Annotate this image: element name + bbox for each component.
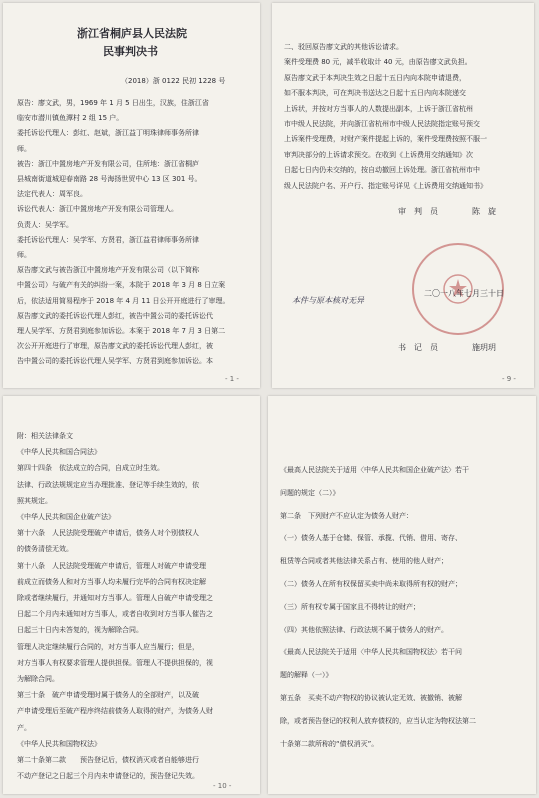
text-line: （一）债务人基于仓储、保管、承揽、代销、借用、寄存、	[280, 534, 462, 543]
text-line: 除，或者预告登记的权利人放弃债权的，应当认定为物权法第二	[280, 716, 476, 725]
text-line: 案件受理费 80 元，减半收取计 40 元，由原告廖文武负担。	[284, 58, 472, 67]
text-line: 的债务清偿无效。	[17, 545, 73, 554]
text-line: 二、驳回原告廖文武的其他诉讼请求。	[284, 43, 403, 51]
handwritten-certification: 本件与原本核对无异	[292, 296, 364, 305]
text-line: 第五条 买卖不动产物权的协议被认定无效、被撤销、被解	[280, 694, 462, 702]
text-line: 原告：廖文武，男，1969 年 1 月 5 日出生，汉族，住浙江省	[17, 99, 209, 107]
text-line: 第十八条 人民法院受理破产申请后，管理人对破产申请受理	[17, 561, 206, 570]
text-line: 临安市潜川镇鱼潭村 2 组 15 户。	[17, 114, 124, 123]
clerk-label: 书 记 员	[398, 343, 438, 352]
text-line: 前成立而债务人和对方当事人均未履行完毕的合同有权决定解	[17, 577, 206, 586]
text-line: 师。	[17, 144, 31, 153]
page-number: - 10 -	[213, 782, 232, 790]
text-line: 十条第二款所称的“债权消灭”。	[280, 739, 379, 748]
text-line: 《中华人民共和国企业破产法》	[17, 513, 115, 521]
text-line: 《最高人民法院关于适用〈中华人民共和国物权法〉若干问	[280, 648, 462, 657]
text-line: 题的解释（一）》	[280, 671, 333, 680]
text-line: 次公开开庭进行了审理，原告廖文武的委托诉讼代理人彭红，被	[17, 342, 213, 351]
text-line: 委托诉讼代理人：彭红、赵斌，浙江益丁明珠律师事务所律	[17, 129, 199, 138]
text-line: 日起七日内仍未交纳的，按自动撤回上诉处理。浙江省杭州市中	[284, 166, 480, 175]
text-line: 照其规定。	[17, 496, 52, 505]
text-line: 产申请受理后至破产程序终结前债务人取得的财产，为债务人财	[17, 707, 213, 716]
court-name: 浙江省桐庐县人民法院	[77, 27, 187, 40]
clerk-name: 施玥玥	[472, 343, 496, 352]
text-line: 县城南街道城迎春南路 28 号海扬世贸中心 13 区 301 号。	[17, 175, 202, 183]
text-line: （四）其他依照法律、行政法规不属于债务人的财产。	[280, 625, 448, 634]
text-line: 对方当事人有权要求管理人提供担保。管理人不提供担保的，视	[17, 658, 213, 667]
text-line: 《中华人民共和国物权法》	[17, 739, 101, 748]
judgment-page-2	[272, 3, 534, 388]
text-line: 日起三十日内未答复的，视为解除合同。	[17, 626, 143, 635]
text-line: 不动产登记之日起三个月内未申请登记的，预告登记失效。	[17, 772, 199, 781]
appendix-page-continued	[268, 396, 536, 794]
text-line: 理人吴学军、方贤君到庭参加诉讼。本案于 2018 年 7 月 3 日第二	[17, 327, 226, 335]
judge-name: 陈 旋	[472, 207, 496, 216]
judge-label: 审 判 员	[398, 207, 438, 216]
text-line: 日起二个月内未通知对方当事人，或者自收到对方当事人催告之	[17, 610, 213, 619]
text-line: 产。	[17, 723, 31, 732]
text-line: 问题的规定（二）》	[280, 488, 340, 497]
page-number: - 1 -	[225, 375, 239, 383]
text-line: 后，依法适用简易程序于 2018 年 4 月 11 日公开开庭进行了审理。	[17, 296, 230, 305]
judgment-date: 二〇一八年七月三十日	[424, 289, 504, 298]
text-line: 法律、行政法规规定应当办理批准、登记等手续生效的，依	[17, 480, 199, 489]
text-line: 委托诉讼代理人：吴学军、方贤君，浙江益君律师事务所律	[17, 235, 199, 244]
text-line: 第二条 下列财产不应认定为债务人财产：	[280, 511, 413, 520]
text-line: 第十六条 人民法院受理破产申请后，债务人对个别债权人	[17, 529, 199, 538]
judgment-page-1	[3, 3, 260, 388]
text-line: 师。	[17, 251, 31, 259]
text-line: 第三十条 破产申请受理时属于债务人的全部财产，以及破	[17, 691, 199, 700]
text-line: 原告廖文武于本判决生效之日起十五日内向本院申请退费，	[284, 73, 466, 82]
appendix-page	[3, 396, 260, 794]
text-line: 审判决部分的上诉请求预交。在收到《上诉费用交纳通知》次	[284, 150, 473, 159]
text-line: 附：相关法律条文	[17, 432, 73, 440]
text-line: 负责人：吴学军。	[17, 220, 73, 229]
text-line: 级人民法院户名、开户行、指定账号详见《上诉费用交纳通知书》	[284, 181, 487, 190]
text-line: 法定代表人：周军良。	[17, 190, 87, 199]
text-line: 上诉案件受理费，对财产案件提起上诉的，案件受理费按照不服一	[284, 135, 487, 144]
text-line: 告中置公司的委托诉讼代理人吴学军、方贤君到庭参加诉讼。本	[17, 357, 213, 366]
text-line: 原告廖文武的委托诉讼代理人彭红，被告中置公司的委托诉讼代	[17, 311, 213, 320]
text-line: 被告：浙江中置房地产开发有限公司，住所地：浙江省桐庐	[17, 159, 199, 168]
page-number: - 9 -	[502, 375, 516, 383]
text-line: （二）债务人在所有权保留买卖中尚未取得所有权的财产；	[280, 580, 462, 588]
text-line: 租赁等合同或者其他法律关系占有、使用的他人财产；	[280, 557, 448, 566]
text-line: 第二十条第二款 预告登记后，债权消灭或者自能够进行	[17, 756, 199, 764]
document-type: 民事判决书	[103, 45, 158, 58]
text-line: 市中级人民法院，并向浙江省杭州市中级人民法院指定账号预交	[284, 120, 480, 128]
text-line: 为解除合同。	[17, 675, 59, 683]
text-line: 诉讼代表人：浙江中置房地产开发有限公司管理人。	[17, 205, 178, 214]
text-line: 如不服本判决，可在判决书送达之日起十五日内向本院递交	[284, 89, 466, 98]
text-line: 中置公司）与破产有关的纠纷一案，本院于 2018 年 3 月 8 日立案	[17, 281, 226, 290]
case-number: （2018）浙 0122 民初 1228 号	[121, 77, 226, 85]
text-line: 《最高人民法院关于适用〈中华人民共和国企业破产法〉若干	[280, 466, 469, 474]
text-line: 除或者继续履行，并通知对方当事人。管理人自破产申请受理之	[17, 594, 213, 602]
text-line: 上诉状，并按对方当事人的人数提出副本，上诉于浙江省杭州	[284, 104, 473, 113]
text-line: （三）所有权专属于国家且不得转让的财产；	[280, 602, 420, 611]
text-line: 第四十四条 依法成立的合同，自成立时生效。	[17, 464, 164, 473]
text-line: 原告廖文武与被告浙江中置房地产开发有限公司（以下简称	[17, 266, 199, 275]
text-line: 管理人决定继续履行合同的，对方当事人应当履行；但是，	[17, 642, 199, 651]
text-line: 《中华人民共和国合同法》	[17, 448, 101, 457]
